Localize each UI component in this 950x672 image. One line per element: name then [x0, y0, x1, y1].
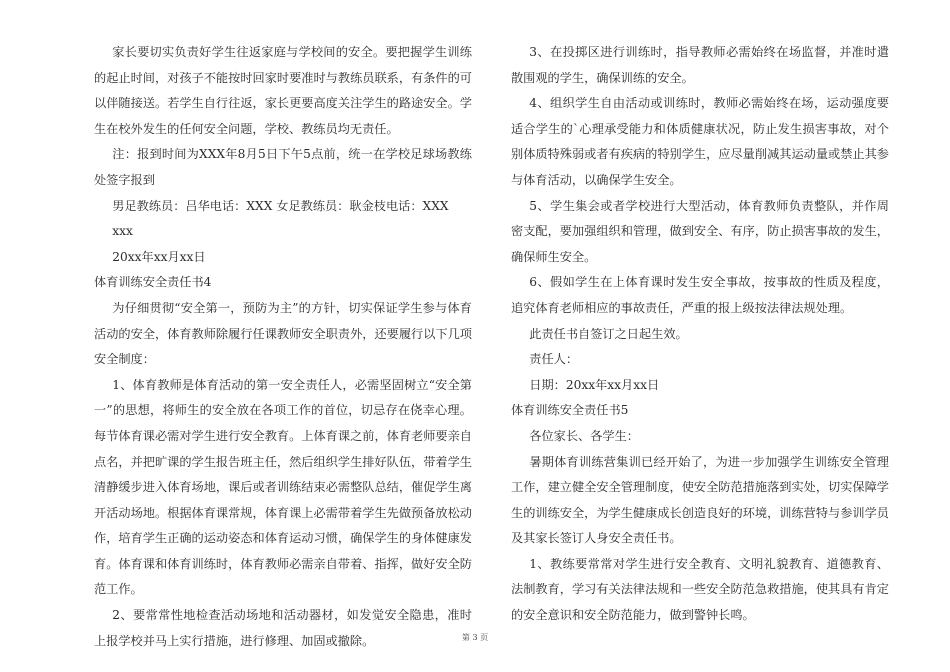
paragraph: 3、在投掷区进行训练时，指导教师必需始终在场监督，并准时遣散围观的学生，确保训练的安全。: [511, 45, 889, 85]
paragraph: 此责任书自签订之日起生效。: [529, 326, 688, 341]
right-column: [511, 40, 889, 629]
paragraph: 5、学生集会或者学校进行大型活动，体育教师负责整队，并作周密支配，要加强组织和管理，做到安全、有序，防止损害事故的发生，确保师生安全。: [511, 198, 889, 264]
paragraph: 暑期体育训练营集训已经开始了，为进一步加强学生训练安全管理工作，建立健全安全管理制度，使安全防范措施落到实处，切实保障学生的训练安全，为学生健康成长创造良好的环境，训练营特与参训学员及其家长签订人身安全责任书。: [511, 454, 889, 546]
signatory-line: 责任人：: [529, 352, 579, 367]
section-heading: 体育训练安全责任书4: [94, 275, 212, 290]
paragraph: xxx: [112, 224, 133, 239]
paragraph: 家长要切实负责好学生往返家庭与学校间的安全。要把握学生训练的起止时间，对孩子不能按时回家时要准时与教练员联系，有条件的可以伴随接送。若学生自行往返，家长更要高度关注学生的路途安全。学生在校外发生的任何安全问题，学校、教练员均无责任。: [94, 45, 472, 136]
paragraph: 为仔细贯彻“安全第一，预防为主”的方针，切实保证学生参与体育活动的安全，体育教师除履行任课教师安全职责外，还要履行以下几项安全制度：: [94, 300, 472, 367]
paragraph: 1、教练要常常对学生进行安全教育、文明礼貌教育、道德教育、法制教育，学习有关法律法规和一些安全防范急救措施，使其具有肯定的安全意识和安全防范能力，做到警钟长鸣。: [511, 556, 889, 623]
paragraph: 男足教练员：吕华电话：XXX 女足教练员：耿金枝电话：XXX: [112, 198, 449, 213]
date-line: 20xx年xx月xx日: [112, 249, 206, 264]
paragraph: 4、组织学生自由活动或训练时，教师必需始终在场，运动强度要适合学生的`心理承受能力和体质健康状况，防止发生损害事故，对个别体质特殊弱或者有疾病的特别学生，应尽量削减其运动量或禁止其参与体育活动，以确保学生安全。: [511, 96, 889, 187]
paragraph: 2、要常常性地检查活动场地和活动器材，如发觉安全隐患，准时上报学校并马上实行措施，进行修理、加固或撤除。: [94, 608, 472, 648]
left-column: [94, 40, 472, 654]
paragraph: 1、体育教师是体育活动的第一安全责任人，必需坚固树立“安全第一”的思想，将师生的安全放在各项工作的首位，切忌存在侥幸心理。每节体育课必需对学生进行安全教育。上体育课之前，体育老师要亲自点名，并把旷课的学生报告班主任，然后组织学生排好队伍，带着学生清静缓步进入体育场地，课后或者训练结束必需整队总结，催促学生离开活动场地。根据体育课常规，体育课上必需带着学生先做预备放松动作，培育学生正确的运动姿态和体育运动习惯，确保学生的身体健康发育。体育课和体育训练时，体育教师必需亲自带着、指挥，做好安全防范工作。: [94, 377, 472, 597]
paragraph: 6、假如学生在上体育课时发生安全事故，按事故的性质及程度，追究体育老师相应的事故责任，严重的报上级按法律法规处理。: [511, 275, 889, 315]
section-heading: 体育训练安全责任书5: [511, 403, 629, 418]
salutation: 各位家长、各学生：: [529, 428, 639, 443]
paragraph: 注：报到时间为XXX年8月5日下午5点前，统一在学校足球场教练处签字报到: [94, 147, 472, 187]
page-number: 第 3 页: [461, 633, 489, 642]
date-line: 日期：20xx年xx月xx日: [529, 377, 660, 392]
